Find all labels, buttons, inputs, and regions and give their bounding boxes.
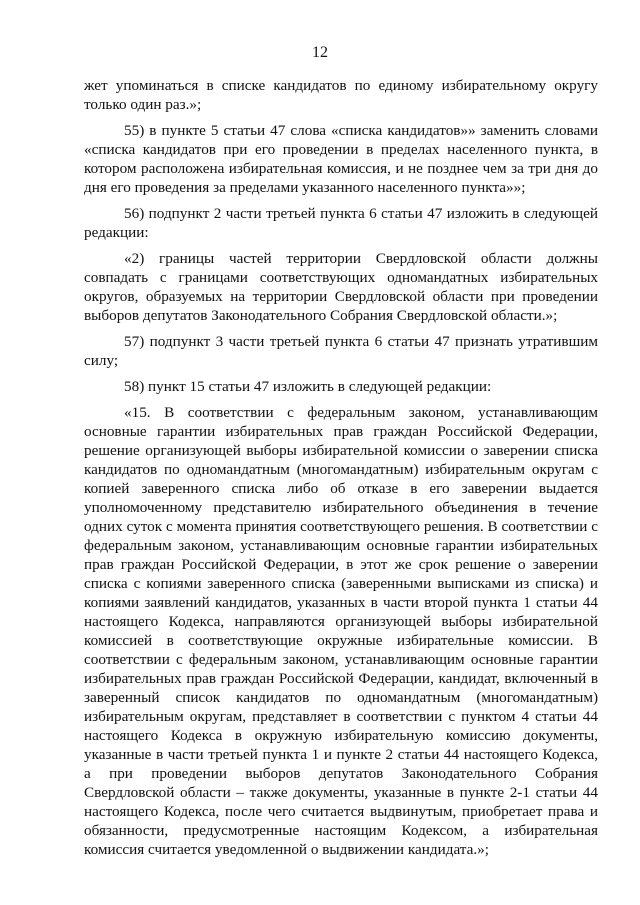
paragraph-item-57: 57) подпункт 3 части третьей пункта 6 статьи 47 признать утратившим силу; — [84, 333, 598, 369]
paragraph-item-56: 56) подпункт 2 части третьей пункта 6 статьи 47 изложить в следующей редакции: — [84, 205, 598, 241]
document-body — [84, 76, 598, 866]
paragraph-continuation: жет упоминаться в списке кандидатов по единому избирательному округу только один раз.»; — [84, 77, 598, 113]
paragraph-quote-subitem-2: «2) границы частей территории Свердловской области должны совпадать с границами соответствующих одномандатных избирательных округов, образуемых на территории Свердловской области при проведении выборов депутатов Законодательного Собрания Свердловской области.»; — [84, 250, 598, 324]
page-number: 12 — [312, 44, 328, 61]
paragraph-quote-point-15: «15. В соответствии с федеральным законом, устанавливающим основные гарантии избирательных прав граждан Российской Федерации, решение организующей выборы избирательной комиссии о заверении списка кандидатов по одномандатным (многомандатным) избирательным округам с копией заверенного списка либо об отказе в его заверении выдается уполномоченному представителю избирательного объединения в течение одних суток с момента принятия соответствующего решения. В соответствии с федеральным законом, устанавливающим основные гарантии избирательных прав граждан Российской Федерации, в этот же срок решение о заверении списка с копиями заверенного списка (заверенными выписками из списка) и копиями заявлений кандидатов, указанных в части второй пункта 1 статьи 44 настоящего Кодекса, направляются организующей выборы избирательной комиссией в соответствующие окружные избирательные комиссии. В соответствии с федеральным законом, устанавливающим основные гарантии избирательных прав граждан Российской Федерации, кандидат, включенный в заверенный список кандидатов по одномандатным (многомандатным) избирательным округам, представляет в соответствии с пунктом 4 статьи 44 настоящего Кодекса в окружную избирательную комиссию документы, указанные в части третьей пункта 1 и пункте 2 статьи 44 настоящего Кодекса, а при проведении выборов депутатов Законодательного Собрания Свердловской области – также документы, указанные в пункте 2-1 статьи 44 настоящего Кодекса, после чего считается выдвинутым, приобретает права и обязанности, предусмотренные настоящим Кодексом, а избирательная комиссия считается уведомленной о выдвижении кандидата.»; — [84, 404, 598, 858]
paragraph-item-55: 55) в пункте 5 статьи 47 слова «списка кандидатов»» заменить словами «списка кандидатов при его проведении в пределах населенного пункта, в котором расположена избирательная комиссия, и не позднее чем за три дня до дня его проведения за пределами указанного населенного пункта»»; — [84, 122, 598, 196]
paragraph-item-58: 58) пункт 15 статьи 47 изложить в следующей редакции: — [124, 378, 492, 395]
